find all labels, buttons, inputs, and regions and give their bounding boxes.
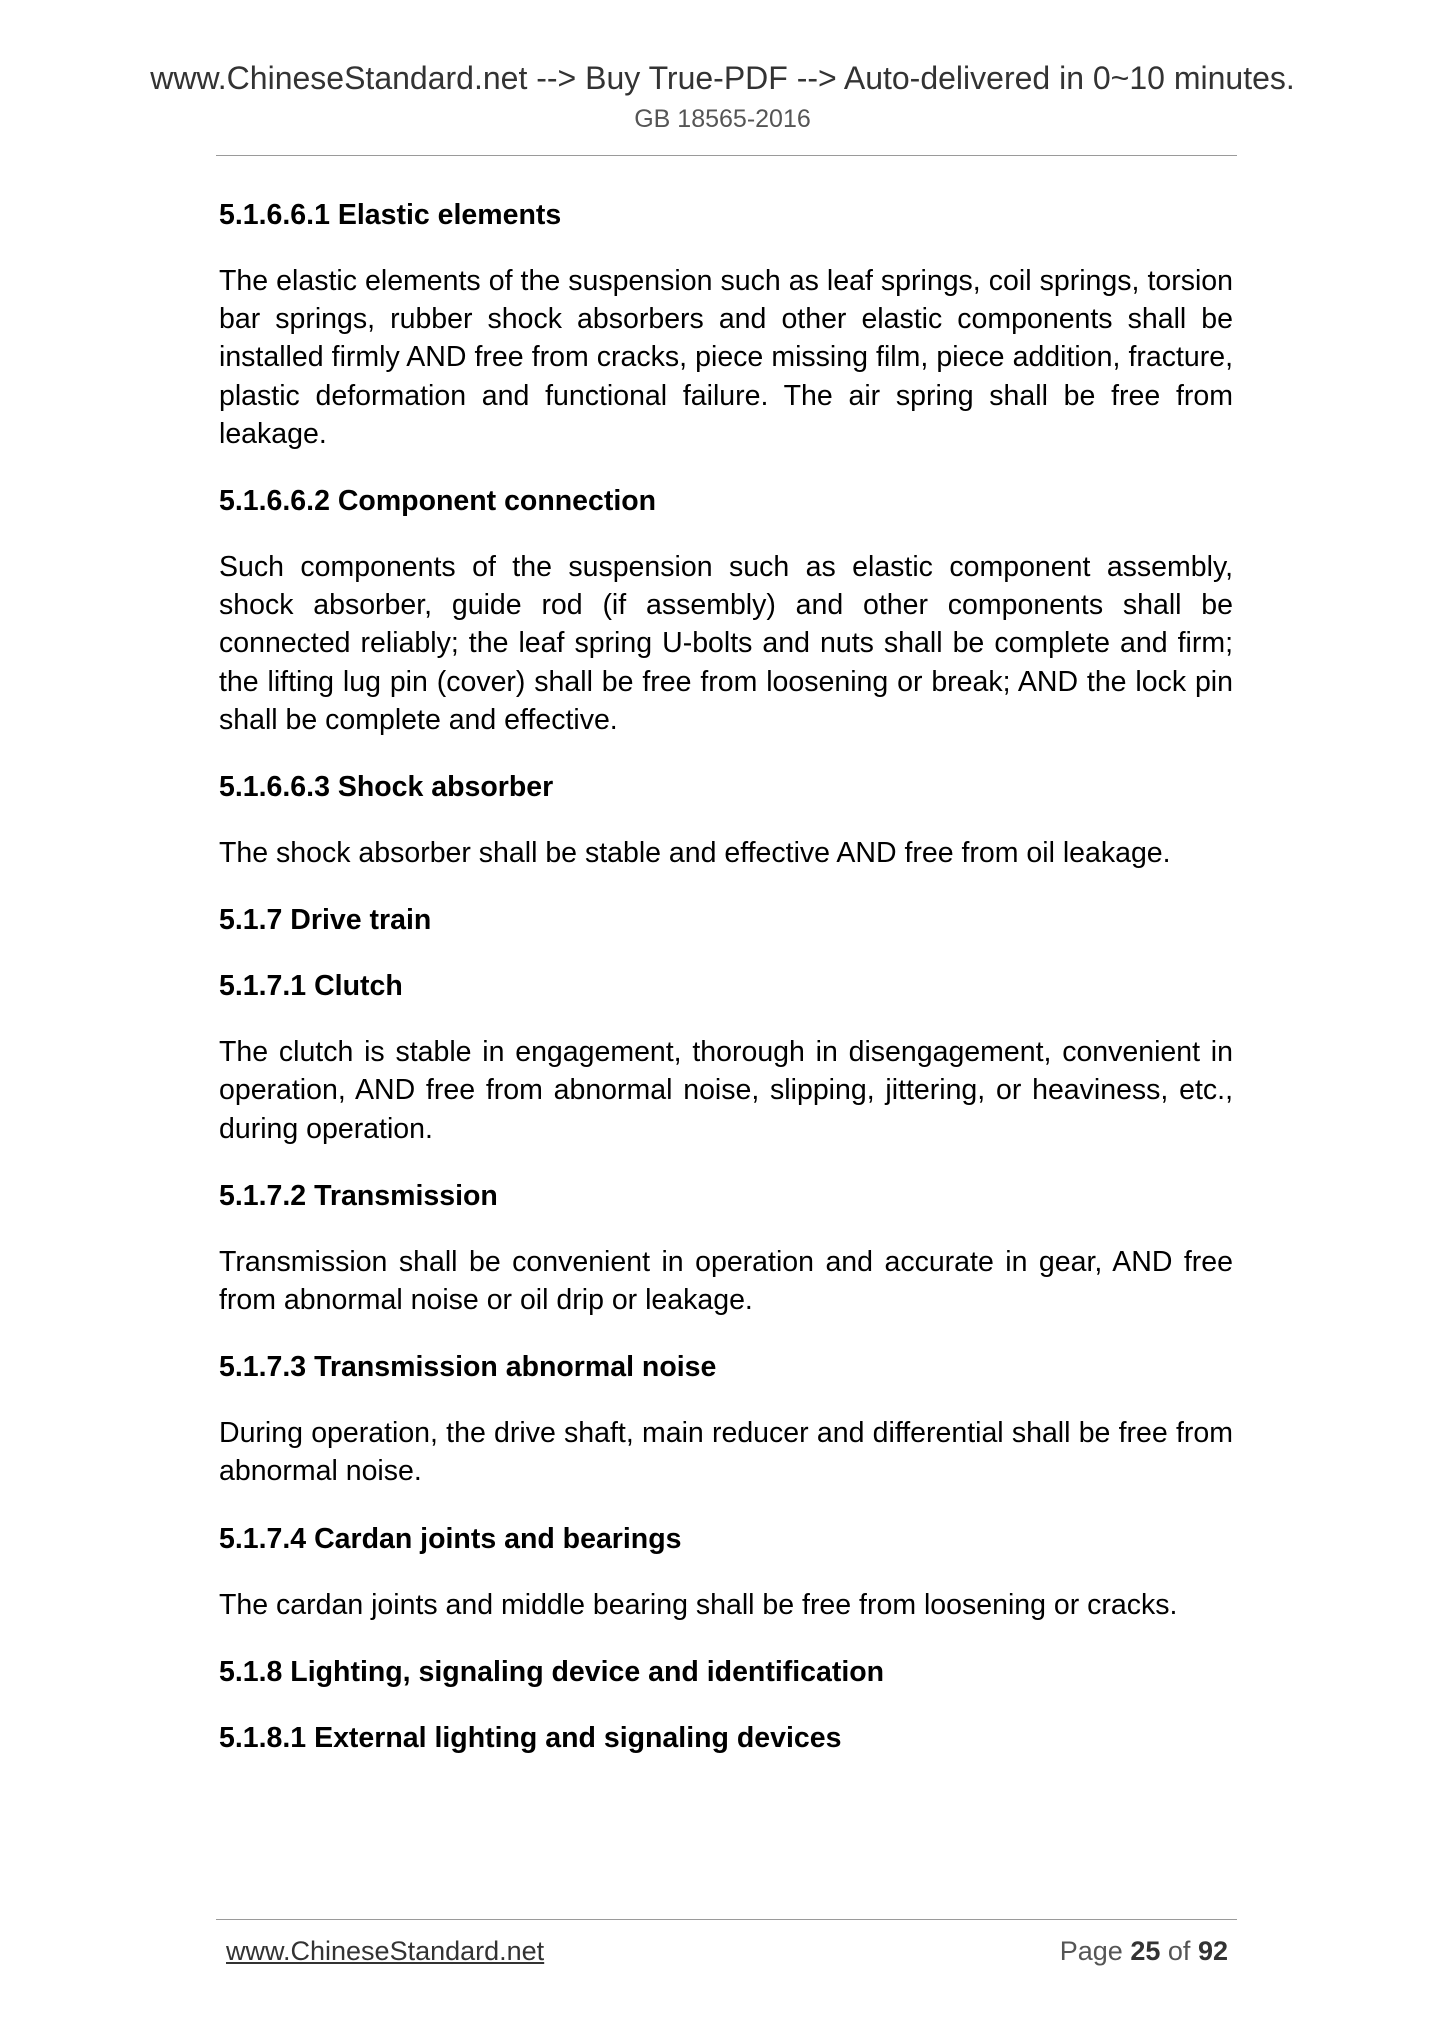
section-5-1-7-3 xyxy=(219,1348,1233,1490)
section-paragraph: The clutch is stable in engagement, thorough in disengagement, convenient in operation, AND free from abnormal noise, slipping, jittering, or heaviness, etc., during operation. xyxy=(219,1036,1233,1145)
section-5-1-6-6-1 xyxy=(219,196,1233,453)
header-divider xyxy=(216,155,1237,156)
section-heading: 5.1.8 Lighting, signaling device and identification xyxy=(219,1655,885,1688)
website-link[interactable]: www.ChineseStandard.net xyxy=(226,1936,545,1966)
section-5-1-7-1 xyxy=(219,967,1233,1148)
header-promo-line: www.ChineseStandard.net --> Buy True-PDF --> Auto-delivered in 0~10 minutes. xyxy=(150,60,1295,96)
section-paragraph: The shock absorber shall be stable and effective AND free from oil leakage. xyxy=(219,837,1171,870)
page-indicator xyxy=(1060,1933,1228,1969)
section-heading: 5.1.6.6.2 Component connection xyxy=(219,485,657,518)
section-heading: 5.1.8.1 External lighting and signaling devices xyxy=(219,1721,842,1754)
section-heading: 5.1.7.4 Cardan joints and bearings xyxy=(219,1522,682,1555)
section-paragraph: During operation, the drive shaft, main reducer and differential shall be free from abnormal noise. xyxy=(219,1417,1233,1488)
footer-divider xyxy=(216,1919,1237,1920)
section-5-1-6-6-3 xyxy=(219,768,1233,872)
page-word: Page xyxy=(1059,1936,1123,1966)
section-heading: 5.1.7.2 Transmission xyxy=(219,1179,498,1212)
section-paragraph: Such components of the suspension such as elastic component assembly, shock absorber, guide rod (if assembly) and other components shall be connected reliably; the leaf spring U-bolts and nuts shall be complete and firm; the lifting lug pin (cover) shall be free from loosening or break; AND the lock pin shall be complete and effective. xyxy=(219,551,1233,736)
section-5-1-7 xyxy=(219,901,1233,939)
section-paragraph: Transmission shall be convenient in operation and accurate in gear, AND free from abnormal noise or oil drip or leakage. xyxy=(219,1245,1233,1317)
section-heading: 5.1.6.6.1 Elastic elements xyxy=(219,199,562,231)
section-5-1-6-6-2 xyxy=(219,482,1233,739)
section-5-1-8 xyxy=(219,1653,1233,1691)
section-5-1-7-2 xyxy=(219,1177,1233,1319)
standard-code: GB 18565-2016 xyxy=(634,105,811,133)
section-paragraph: The cardan joints and middle bearing shall be free from loosening or cracks. xyxy=(219,1588,1178,1621)
document-body xyxy=(219,196,1233,1785)
section-heading: 5.1.7.1 Clutch xyxy=(219,970,403,1003)
section-heading: 5.1.6.6.3 Shock absorber xyxy=(219,771,554,804)
section-5-1-7-4 xyxy=(219,1520,1233,1624)
page-header xyxy=(0,58,1445,136)
section-heading: 5.1.7.3 Transmission abnormal noise xyxy=(219,1351,717,1384)
section-paragraph: The elastic elements of the suspension such as leaf springs, coil springs, torsion bar springs, rubber shock absorbers and other elastic components shall be installed firmly AND free from cracks, piece missing film, piece addition, fracture, plastic deformation and functional failure. The air spring shall be free from leakage. xyxy=(219,265,1233,450)
of-word: of xyxy=(1167,1936,1191,1966)
section-5-1-8-1 xyxy=(219,1719,1233,1757)
total-pages-number: 92 xyxy=(1197,1936,1228,1966)
section-heading: 5.1.7 Drive train xyxy=(219,904,432,937)
current-page-number: 25 xyxy=(1130,1936,1161,1966)
